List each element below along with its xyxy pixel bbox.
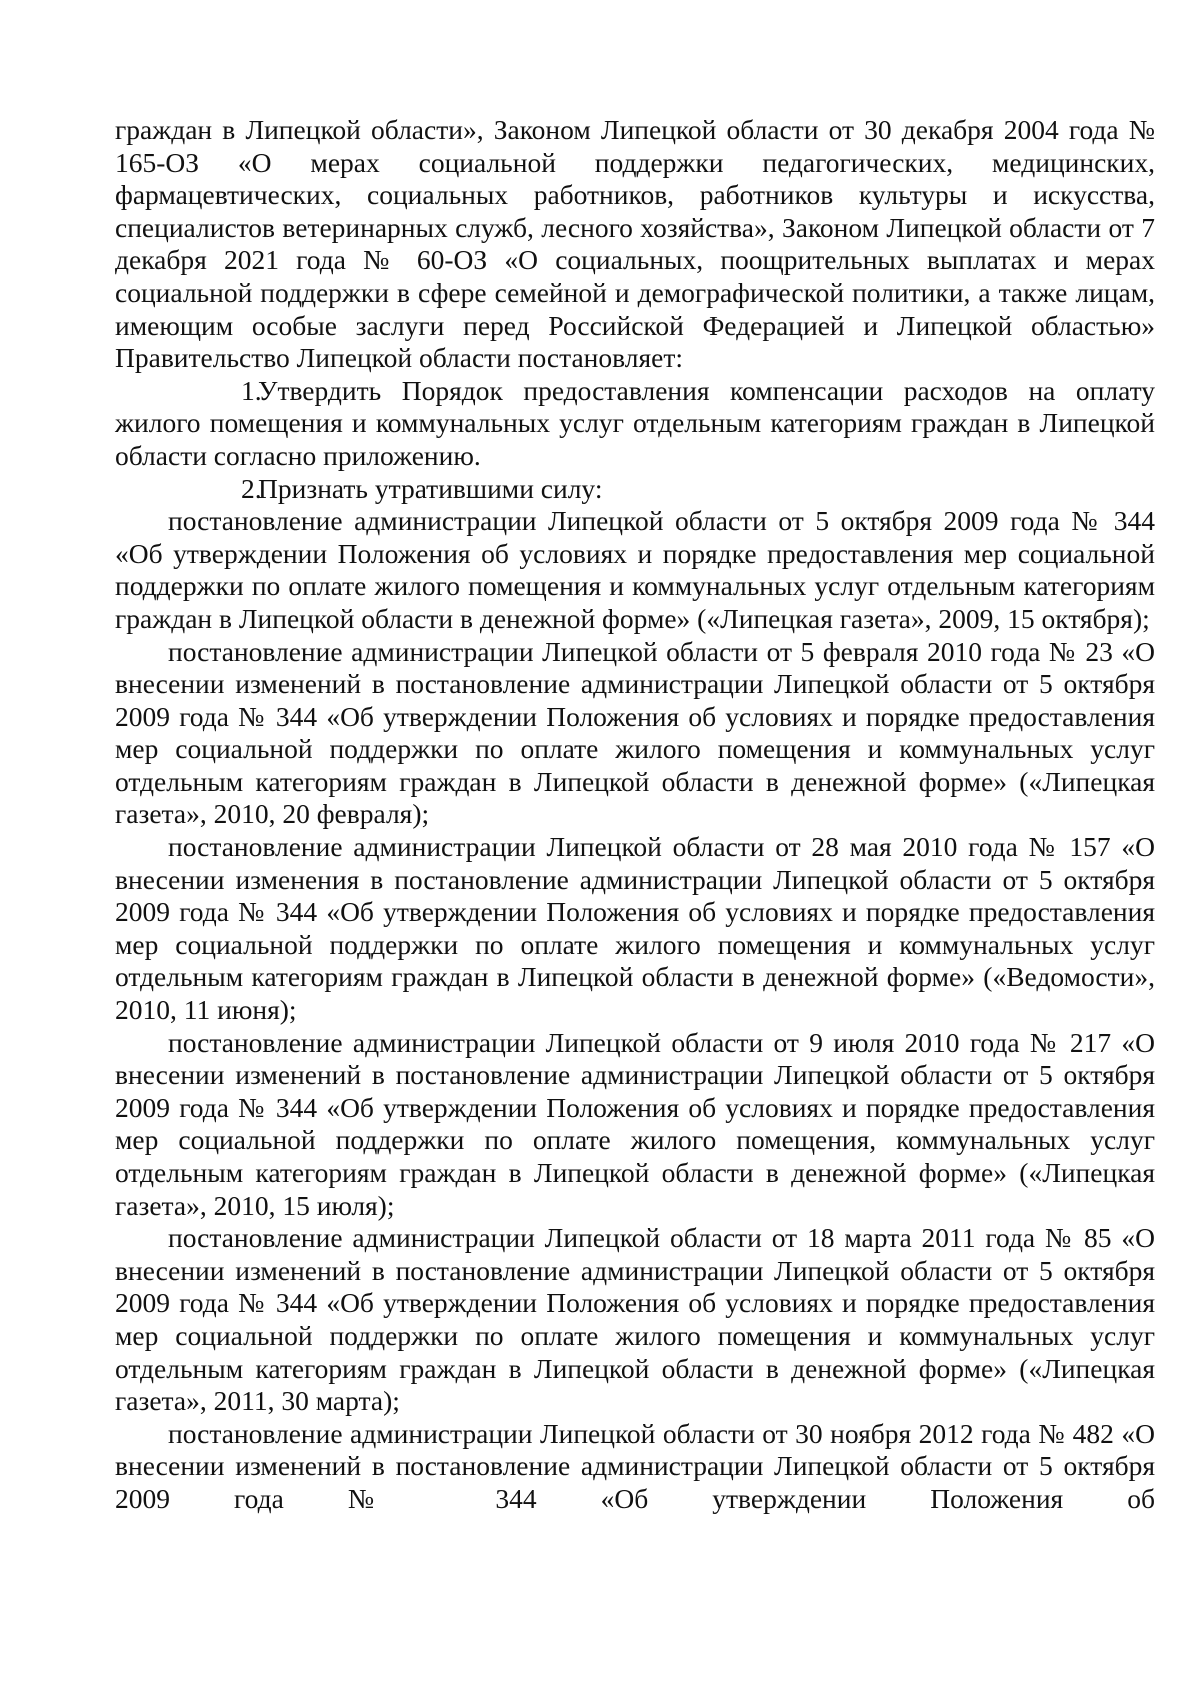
paragraph-repealed-act: постановление администрации Липецкой области от 28 мая 2010 года № 157 «О внесении изменения в постановление администрации Липецкой области от 5 октября 2009 года № 344 «Об утверждении Положения об условиях и порядке предоставления мер социальной поддержки по оплате жилого помещения и коммунальных услуг отдельным категориям граждан в Липецкой области в денежной форме» («Ведомости», 2010, 11 июня); <box>115 831 1155 1026</box>
paragraph-repealed-act: постановление администрации Липецкой области от 30 ноября 2012 года № 482 «О внесении изменений в постановление администрации Липецкой области от 5 октября 2009 года № 344 «Об утверждении Положения об <box>115 1417 1155 1514</box>
paragraph-preamble: граждан в Липецкой области», Законом Липецкой области от 30 декабря 2004 года № 165-ОЗ «О мерах социальной поддержки педагогических, медицинских, фармацевтических, социальных работников, работников культуры и искусства, специалистов ветеринарных служб, лесного хозяйства», Законом Липецкой области от 7 декабря 2021 года № 60-ОЗ «О социальных, поощрительных выплатах и мерах социальной поддержки в сфере семейной и демографической политики, а также лицам, имеющим особые заслуги перед Российской Федерацией и Липецкой областью» Правительство Липецкой области постановляет: <box>115 114 1155 374</box>
item-number: 2. <box>241 472 262 504</box>
paragraph-repealed-act: постановление администрации Липецкой области от 18 марта 2011 года № 85 «О внесении изменений в постановление администрации Липецкой области от 5 октября 2009 года № 344 «Об утверждении Положения об условиях и порядке предоставления мер социальной поддержки по оплате жилого помещения и коммунальных услуг отдельным категориям граждан в Липецкой области в денежной форме» («Липецкая газета», 2011, 30 марта); <box>115 1222 1155 1417</box>
paragraph-item-2 <box>115 473 1155 506</box>
paragraph-repealed-act: постановление администрации Липецкой области от 5 октября 2009 года № 344 «Об утверждении Положения об условиях и порядке предоставления мер социальной поддержки по оплате жилого помещения и коммунальных услуг отдельным категориям граждан в Липецкой области в денежной форме» («Липецкая газета», 2009, 15 октября); <box>115 505 1155 634</box>
paragraph-repealed-act: постановление администрации Липецкой области от 9 июля 2010 года № 217 «О внесении изменений в постановление администрации Липецкой области от 5 октября 2009 года № 344 «Об утверждении Положения об условиях и порядке предоставления мер социальной поддержки по оплате жилого помещения, коммунальных услуг отдельным категориям граждан в Липецкой области в денежной форме» («Липецкая газета», 2010, 15 июля); <box>115 1026 1155 1221</box>
paragraph-item-1 <box>115 375 1155 473</box>
item-text: Признать утратившими силу: <box>258 472 603 504</box>
item-number: 1. <box>241 374 262 406</box>
document-body <box>115 114 1155 1516</box>
item-text: Утвердить Порядок предоставления компенсации расходов на оплату жилого помещения и коммунальных услуг отдельным категориям граждан в Липецкой области согласно приложению. <box>115 374 1155 471</box>
paragraph-repealed-act: постановление администрации Липецкой области от 5 февраля 2010 года № 23 «О внесении изменений в постановление администрации Липецкой области от 5 октября 2009 года № 344 «Об утверждении Положения об условиях и порядке предоставления мер социальной поддержки по оплате жилого помещения и коммунальных услуг отдельным категориям граждан в Липецкой области в денежной форме» («Липецкая газета», 2010, 20 февраля); <box>115 635 1155 830</box>
